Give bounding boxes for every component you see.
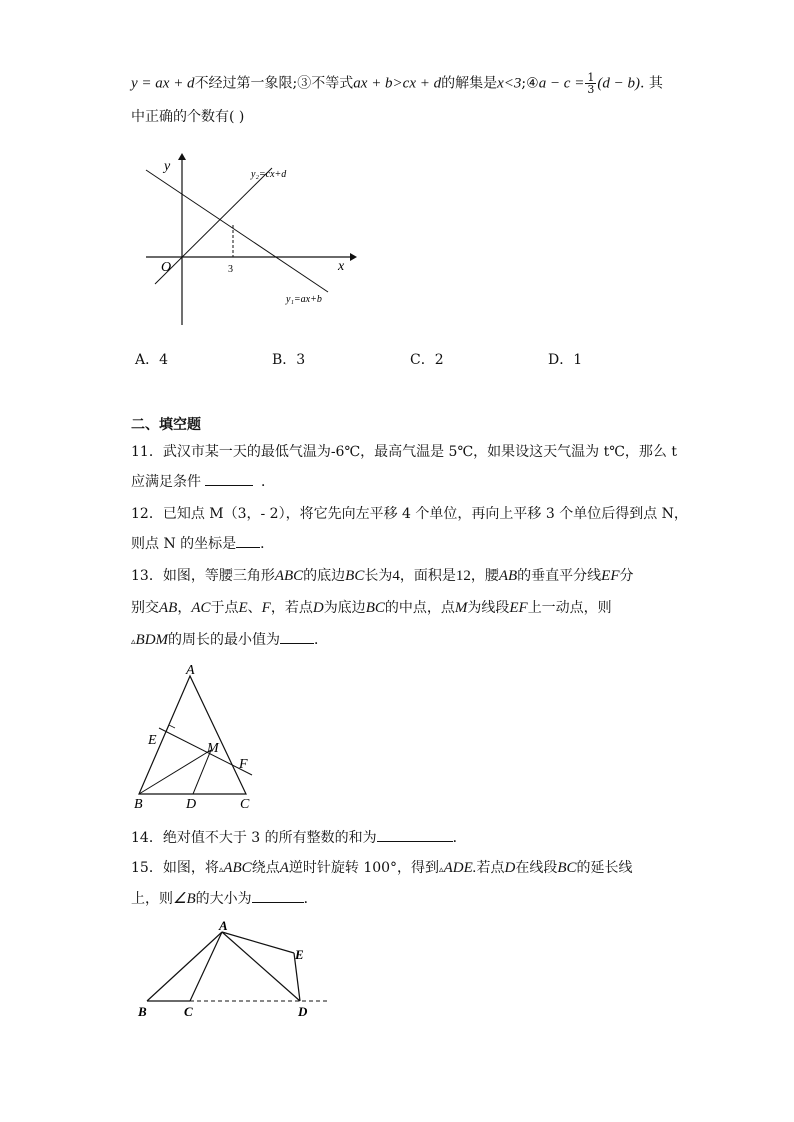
q14-line: 14．绝对值不大于 3 的所有整数的和为 ． bbox=[131, 830, 467, 846]
label-e: E bbox=[148, 733, 157, 748]
q13-line2: 别交AB，AC于点E、F，若点D为底边BC的中点，点M为线段EF上一动点，则 bbox=[131, 600, 612, 616]
q11-line2: 应满足条件 ． bbox=[131, 474, 275, 490]
y-axis-label: y bbox=[164, 159, 171, 174]
segment-ad bbox=[222, 932, 300, 1001]
label-a: A bbox=[219, 918, 228, 933]
q10-inequality: ax + b>cx + d bbox=[353, 75, 442, 92]
q11-line1: 11．武汉市某一天的最低气温为-6℃，最高气温是 5℃，如果设这天气温为 t℃，那么 t bbox=[131, 444, 677, 460]
option-d[interactable]: D．1 bbox=[548, 352, 583, 368]
answer-blank[interactable] bbox=[377, 829, 453, 842]
x-axis-label: x bbox=[338, 259, 345, 274]
label-c: C bbox=[184, 1004, 193, 1019]
label-c: C bbox=[240, 797, 250, 812]
q12-line1: 12．已知点 M（3，- 2），将它先向左平移 4 个单位，再向上平移 3 个单位后得到点 N， bbox=[131, 506, 688, 522]
answer-blank[interactable] bbox=[252, 890, 304, 903]
q15-line2: 上，则∠B的大小为 ． bbox=[131, 891, 318, 907]
option-a[interactable]: A．4 bbox=[135, 352, 169, 368]
q15-line1: 15．如图，将▵ABC绕点A逆时针旋转 100°，得到▵ADE.若点D在线段BC的延长线 bbox=[131, 860, 633, 876]
tick-label-3: 3 bbox=[228, 264, 233, 275]
label-e: E bbox=[295, 947, 304, 962]
segment-dm bbox=[193, 750, 211, 794]
segment-ae bbox=[222, 932, 294, 953]
label-b: B bbox=[138, 1004, 147, 1019]
q10-line1: y = ax + d不经过第一象限;③不等式ax + b>cx + d的解集是x<3;④a − c = $\frac{1}{3}$ (d − b). 其 bbox=[131, 71, 663, 96]
segment-ab bbox=[147, 932, 222, 1001]
fraction-one-third: $\frac{1}{3}$ bbox=[587, 71, 595, 96]
right-angle-icon bbox=[166, 725, 175, 732]
q13-line1: 13．如图，等腰三角形ABC的底边BC长为4，面积是12，腰AB的垂直平分线EF分 bbox=[131, 568, 634, 584]
line-y2-label: y₂=cx+d bbox=[251, 169, 287, 180]
answer-blank[interactable] bbox=[236, 535, 260, 548]
x-axis-arrow-icon bbox=[350, 253, 357, 261]
line-y1-label: y₁=ax+b bbox=[286, 294, 322, 305]
label-d: D bbox=[186, 797, 197, 812]
option-c[interactable]: C．2 bbox=[410, 352, 444, 368]
y-axis-arrow-icon bbox=[178, 153, 186, 160]
q15-figure bbox=[132, 918, 342, 1024]
q12-line2: 则点 N 的坐标是 ． bbox=[131, 536, 275, 552]
answer-blank[interactable] bbox=[280, 631, 314, 644]
section-title: 二、填空题 bbox=[131, 417, 201, 433]
origin-label: O bbox=[161, 260, 172, 275]
q10-line2: 中正确的个数有( ) bbox=[131, 109, 245, 125]
label-b: B bbox=[134, 797, 143, 812]
answer-blank[interactable] bbox=[205, 473, 253, 486]
label-f: F bbox=[239, 757, 248, 772]
segment-bm bbox=[139, 750, 211, 794]
label-a: A bbox=[186, 663, 195, 678]
label-m: M bbox=[207, 741, 219, 756]
line-y1 bbox=[146, 170, 328, 292]
q13-figure bbox=[128, 660, 268, 812]
line-y2 bbox=[155, 168, 272, 284]
label-d: D bbox=[298, 1004, 308, 1019]
option-b[interactable]: B．3 bbox=[272, 352, 306, 368]
q10-equation-1: y = ax + d bbox=[131, 75, 195, 92]
q10-graph bbox=[138, 150, 358, 330]
segment-ac bbox=[190, 932, 222, 1001]
q13-line3: ▵BDM的周长的最小值为 ． bbox=[131, 632, 329, 648]
